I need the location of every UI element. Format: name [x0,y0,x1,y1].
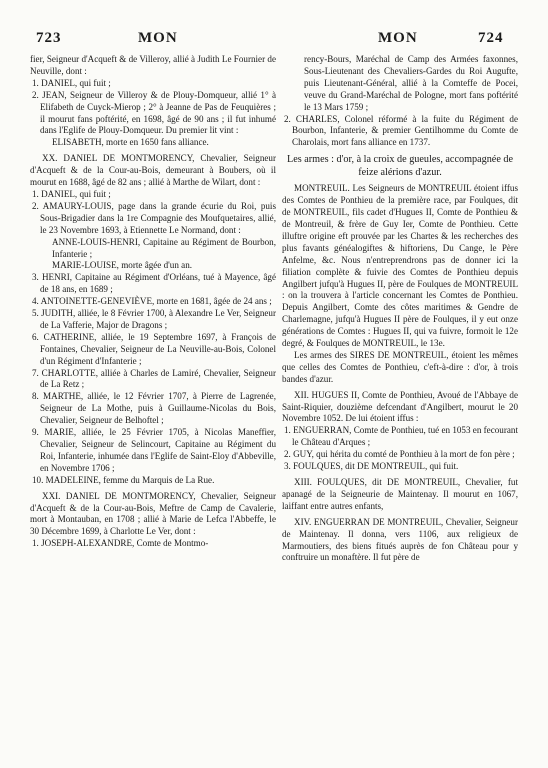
left-column-paragraph: 2. AMAURY-LOUIS, page dans la grande écurie du Roi, puis Sous-Brigadier dans la 1re Compagnie des Moufquetaires, allié, le 23 Novembre 1693, à Etiennette Le Normand, dont : [32,200,276,235]
left-column-paragraph: 7. CHARLOTTE, alliée à Charles de Lamiré, Chevalier, Seigneur de La Retz ; [32,367,276,390]
left-column-paragraph: 3. HENRI, Capitaine au Régiment d'Orléans, tué à Mayence, âgé de 18 ans, en 1689 ; [32,272,276,295]
left-column-paragraph: MARIE-LOUISE, morte âgée d'un an. [52,260,193,271]
right-column-paragraph: MONTREUIL. Les Seigneurs de MONTREUIL étoient iffus des Comtes de Ponthieu de la première race, par Foulques, dit de MONTREUIL, fils cadet d'Hugues II, Comte de Ponthieu & de Montreuil, & frère de Guy Ier, Comte de Ponthieu. Cette illuftre origine eft prouvée par les Chartes & les recherches des plus favants généalogiftes & hiftoriens, Du Cange, le Père Anfelme, &c. Nous n'entreprendrons pas de donner ici la filiation complète & fuivie des Comtes de Ponthieu depuis Angilbert jufqu'à Hugues II, père de Foulques de MONTREUIL : on la trouvera à l'article concernant les Comtes de Ponthieu. Depuis Angilbert, Comte des côtes maritimes & Gendre de Charlemagne, jufqu'à Hugues II père de Foulques, il y eut onze générations de Comtes : Hugues II, qui va fuivre, formoit le 12e degré, & Foulques de MONTREUIL, le 13e. [282,183,518,349]
catchword-right: MON [378,30,418,46]
running-head [0,30,548,54]
left-column-paragraph: 1. JOSEPH-ALEXANDRE, Comte de Montmo- [32,538,209,549]
left-column-paragraph: XX. DANIEL DE MONTMORENCY, Chevalier, Seigneur d'Acqueft & de la Cour-au-Bois, demeurant à Boubers, où il mourut en 1688, âgé de 82 ans ; allié à Marthe de Wilart, dont : [30,153,276,188]
left-column-paragraph: 6. CATHERINE, alliée, le 19 Septembre 1697, à François de Fontaines, Chevalier, Seigneur de La Neuville-au-Bois, Colonel d'un Régiment d'Infanterie ; [32,331,276,366]
left-column-paragraph: XXI. DANIEL DE MONTMORENCY, Chevalier, Seigneur d'Acqueft & de la Cour-au-Bois, Meftre de Camp de Cavalerie, mort à Montauban, en 1708 ; allié à Marie de Lefca l'Abbeffe, le 30 Décembre 1699, à Charlotte Le Ver, dont : [30,490,276,537]
page-number-left: 723 [36,30,62,46]
left-column-paragraph: 10. MADELEINE, femme du Marquis de La Rue. [32,474,215,485]
right-column-paragraph: XIV. ENGUERRAN DE MONTREUIL, Chevalier, Seigneur de Maintenay. Il donna, vers 1106, aux religieux de Marmoutiers, des biens fitués auprès de fon Château pour y conftruire un monaftère. Il fut père de [282,516,518,563]
right-column-paragraph: 1. ENGUERRAN, Comte de Ponthieu, tué en 1053 en fecourant le Château d'Arques ; [284,425,518,448]
right-column-paragraph: Les armes des SIRES DE MONTREUIL, étoient les mêmes que celles des Comtes de Ponthieu, c'eft-à-dire : d'or, à trois bandes d'azur. [282,349,518,384]
catchword-left: MON [138,30,178,46]
left-column-paragraph: ELISABETH, morte en 1650 fans alliance. [52,137,209,148]
left-column [30,54,276,760]
left-column-paragraph: 2. JEAN, Seigneur de Villeroy & de Plouy-Domqueur, allié 1° à Elifabeth de Cuyck-Mierop ; 2° à Jeanne de Pas de Feuquières ; il mourut fans poftérité, en 1698, âgé de 90 ans ; il fut inhumé dans l'Eglife de Plouy-Domqueur. Du premier lit vint : [32,89,276,136]
right-column-paragraph: XII. HUGUES II, Comte de Ponthieu, Avoué de l'Abbaye de Saint-Riquier, douzième defcendant d'Angilbert, mourut le 20 Novembre 1052. De lui étoient iffus : [282,389,518,424]
left-column-paragraph: 5. JUDITH, alliée, le 8 Février 1700, à Alexandre Le Ver, Seigneur de La Vafferie, Major de Dragons ; [32,308,276,330]
left-column-paragraph: 1. DANIEL, qui fuit ; [32,188,111,199]
right-column-paragraph: rency-Bours, Maréchal de Camp des Armées faxonnes, Sous-Lieutenant des Chevaliers-Gardes du Roi Augufte, puis Lieutenant-Général, allié à la Comteffe de Pocei, veuve du Grand-Maréchal de Pologne, mort fans poftérité le 13 Mars 1759 ; [304,54,518,112]
left-column-paragraph: fier, Seigneur d'Acqueft & de Villeroy, allié à Judith Le Fournier de Neuville, dont : [30,54,276,76]
left-column-paragraph: 4. ANTOINETTE-GENEVIÈVE, morte en 1681, âgée de 24 ans ; [32,296,272,307]
left-column-paragraph: 1. DANIEL, qui fuit ; [32,77,111,88]
right-column-paragraph: 3. FOULQUES, dit DE MONTREUIL, qui fuit. [284,461,459,472]
left-column-paragraph: 8. MARTHE, alliée, le 12 Février 1707, à Pierre de Lagrenée, Seigneur de La Mothe, puis à Guillaume-Nicolas du Bois, Chevalier, Seigneur de Belhoftel ; [32,391,276,426]
right-column-paragraph: 2. GUY, qui hérita du comté de Ponthieu à la mort de fon père ; [284,449,515,460]
right-column-paragraph: Les armes : d'or, à la croix de gueules, accompagnée de feize alérions d'azur. [286,154,514,179]
right-column [282,54,518,760]
left-column-paragraph: ANNE-LOUIS-HENRI, Capitaine au Régiment de Bourbon, Infanterie ; [52,236,276,259]
page-number-right: 724 [478,30,504,46]
right-column-paragraph: 2. CHARLES, Colonel réformé à la fuite du Régiment de Bourbon, Infanterie, & premier Gentilhomme du Comte de Charolais, mort fans alliance en 1737. [284,113,518,148]
right-column-paragraph: XIII. FOULQUES, dit DE MONTREUIL, Chevalier, fut apanagé de la Seigneurie de Maintenay. Il mourut en 1067, laiffant entre autres enfants, [282,477,518,511]
left-column-paragraph: 9. MARIE, alliée, le 25 Février 1705, à Nicolas Maneffier, Chevalier, Seigneur de Selincourt, Capitaine au Régiment du Roi, Infanterie, inhumée dans l'Eglife de Saint-Eloy d'Abbeville, en Novembre 1706 ; [32,427,276,473]
